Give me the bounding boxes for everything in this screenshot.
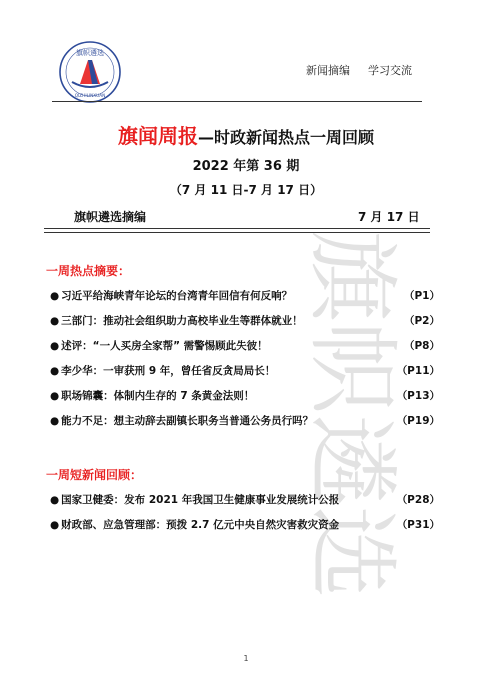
toc-item[interactable] [50,413,440,428]
toc-item[interactable] [50,388,440,403]
bullet-icon: ● [50,315,60,327]
toc-item-text: 国家卫健委：发布 2021 年我国卫生健康事业发展统计公报 [61,494,340,506]
watermark-text: 旗帜遴选 [298,230,405,599]
bullet-icon: ● [50,290,60,302]
toc-item[interactable] [50,313,440,328]
toc-item-text: 能力不足：想主动辞去副镇长职务当普通公务员行吗？ [61,415,314,427]
section-heading-hot: 一周热点摘要： [46,264,131,278]
bullet-icon: ● [50,494,60,506]
toc-item-text: 财政部、应急管理部：预拨 2.7 亿元中央自然灾害救灾资金 [61,519,340,531]
issue-number: 2022 年第 36 期 [192,159,300,174]
editor-credit: 旗帜遴选摘编 [74,210,147,224]
page-number: 1 [243,654,249,663]
toc-item-page: （P28） [396,494,440,506]
toc-item[interactable] [50,363,440,378]
bullet-icon: ● [50,390,60,402]
title-divider [44,228,430,233]
toc-item-page: （P19） [396,415,440,427]
qizhi-logo [58,40,122,104]
bullet-icon: ● [50,415,60,427]
section-heading-brief: 一周短新闻回顾： [46,468,143,482]
toc-item-text: 李少华：一审获刑 9 年，曾任省反贪局局长！ [61,365,276,377]
toc-item-page: （P13） [396,390,440,402]
header-links [306,62,412,78]
publish-date: 7 月 17 日 [358,210,420,224]
logo-text-bottom: QIZHILINXUAN [74,93,106,98]
toc-item-text: 述评：“一人买房全家帮” 需警惕顾此失彼！ [61,340,268,352]
toc-item-page: （P11） [396,365,440,377]
title-sub: 时政新闻热点一周回顾 [213,128,374,147]
toc-item[interactable] [50,517,440,532]
toc-item[interactable] [50,492,440,507]
toc-item-text: 职场锦囊：体制内生存的 7 条黄金法则！ [61,390,255,402]
toc-item-page: （P1） [403,290,440,302]
bullet-icon: ● [50,519,60,531]
title-main: 旗闻周报 [117,124,198,148]
toc-item-page: （P2） [403,315,440,327]
link-news-digest[interactable]: 新闻摘编 [306,64,350,77]
toc-item-text: 三部门：推动社会组织助力高校毕业生等群体就业！ [61,315,303,327]
toc-item[interactable] [50,338,440,353]
newsletter-title [0,120,492,149]
toc-item-page: （P8） [403,340,440,352]
bullet-icon: ● [50,365,60,377]
logo-text-top: 旗帜遴选 [76,49,104,57]
date-range: （7 月 11 日-7 月 17 日） [169,183,323,197]
title-dash: — [197,128,214,147]
link-study-exchange[interactable]: 学习交流 [368,64,412,77]
toc-item-text: 习近平给海峡青年论坛的台湾青年回信有何反响？ [61,290,293,302]
header-divider [52,101,422,102]
toc-item-page: （P31） [396,519,440,531]
bullet-icon: ● [50,340,60,352]
toc-item[interactable] [50,288,440,303]
